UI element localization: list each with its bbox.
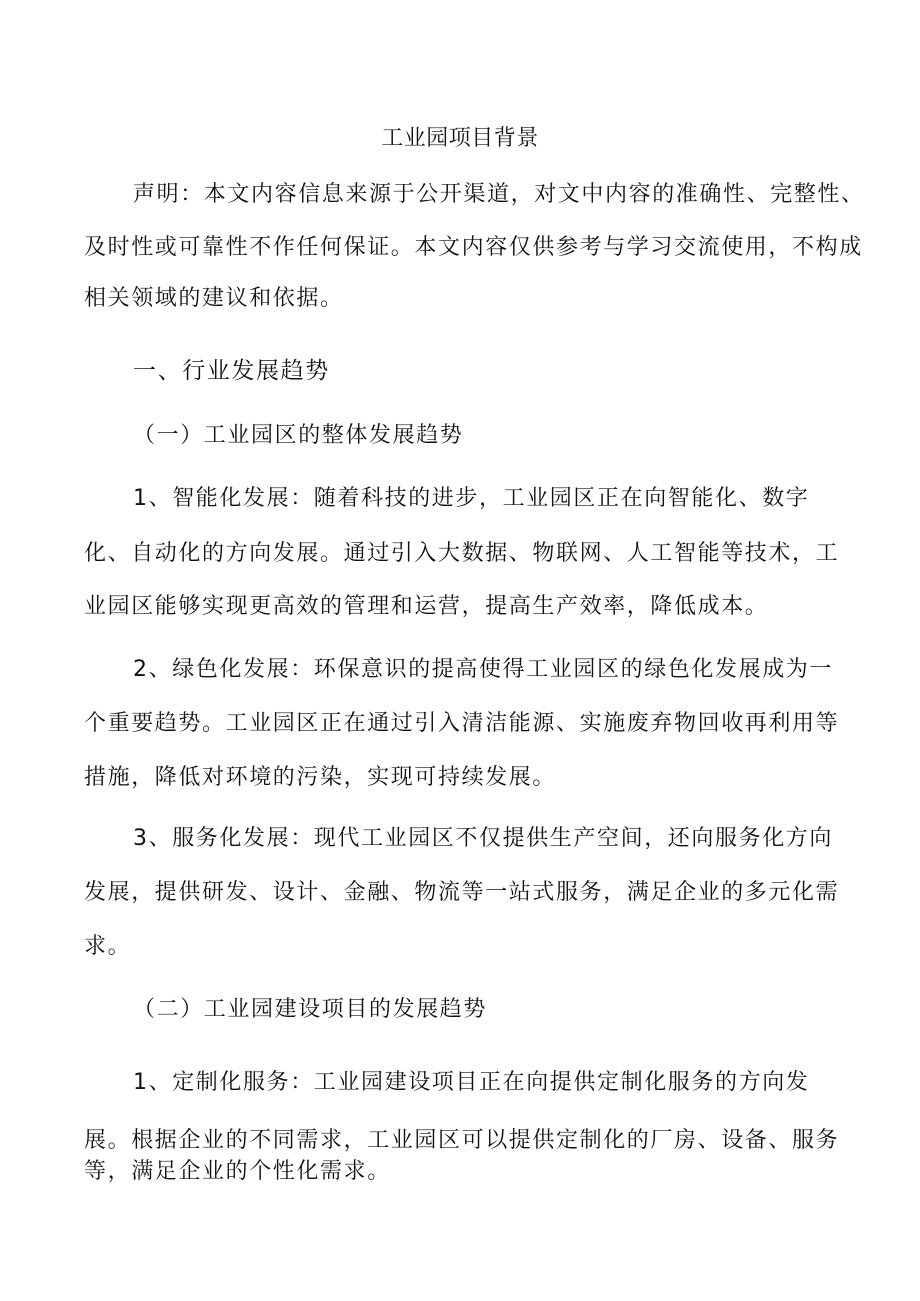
paragraph-4-line-1: 1、定制化服务：工业园建设项目正在向提供定制化服务的方向发 [133, 1070, 810, 1095]
paragraph-1-line-1: 1、智能化发展：随着科技的进步，工业园区正在向智能化、数字 [133, 486, 810, 511]
paragraph-1-line-3: 业园区能够实现更高效的管理和运营，提高生产效率，降低成本。 [84, 594, 769, 619]
paragraph-3-line-3: 求。 [84, 934, 132, 959]
disclaimer-line-1: 声明：本文内容信息来源于公开渠道，对文中内容的准确性、完整性、 [133, 182, 865, 207]
paragraph-2-line-1: 2、绿色化发展：环保意识的提高使得工业园区的绿色化发展成为一 [133, 657, 833, 682]
subsection-heading-2: （二）工业园建设项目的发展趋势 [133, 997, 488, 1022]
paragraph-2-line-2: 个重要趋势。工业园区正在通过引入清洁能源、实施废弃物回收再利用等 [84, 711, 840, 736]
disclaimer-line-3: 相关领域的建议和依据。 [84, 286, 344, 311]
disclaimer-line-2: 及时性或可靠性不作任何保证。本文内容仅供参考与学习交流使用，不构成 [84, 235, 863, 260]
paragraph-4-line-2: 展。根据企业的不同需求，工业园区可以提供定制化的厂房、设备、服务 [84, 1128, 840, 1153]
paragraph-3-line-1: 3、服务化发展：现代工业园区不仅提供生产空间，还向服务化方向 [133, 826, 833, 851]
paragraph-1-line-2: 化、自动化的方向发展。通过引入大数据、物联网、人工智能等技术，工 [84, 541, 840, 566]
subsection-heading-1: （一）工业园区的整体发展趋势 [133, 423, 464, 448]
paragraph-2-line-3: 措施，降低对环境的污染，实现可持续发展。 [84, 765, 557, 790]
document-title: 工业园项目背景 [381, 126, 539, 151]
section-heading-1: 一、行业发展趋势 [133, 358, 330, 384]
paragraph-4-line-3: 等，满足企业的个性化需求。 [84, 1159, 391, 1184]
paragraph-3-line-2: 发展，提供研发、设计、金融、物流等一站式服务，满足企业的多元化需 [84, 880, 840, 905]
